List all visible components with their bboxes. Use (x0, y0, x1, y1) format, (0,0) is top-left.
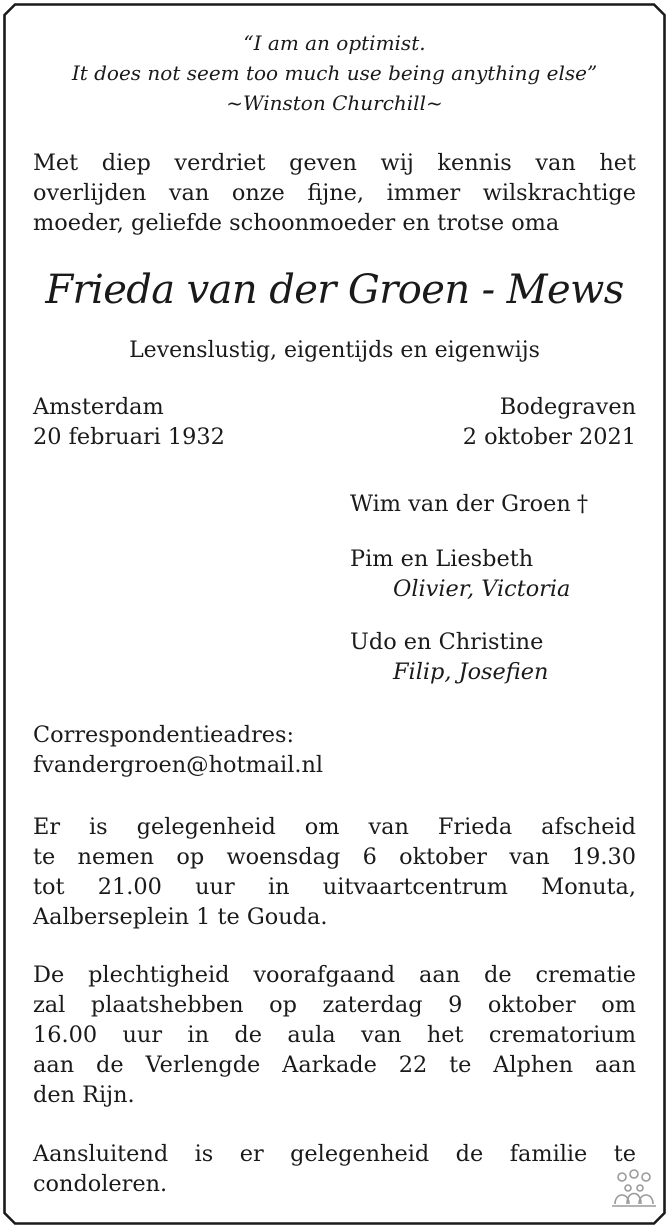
farewell-line: Er is gelegenheid om van Frieda afscheid (33, 814, 636, 840)
announcement-intro (33, 148, 636, 238)
family-people-icon (610, 1168, 658, 1208)
correspondence-address (33, 720, 636, 780)
quote-author: ~Winston Churchill~ (226, 91, 443, 115)
opening-quote (33, 28, 636, 118)
ceremony-line: zal plaatshebben op zaterdag 9 oktober om (33, 992, 636, 1018)
birth-date: 20 februari 1932 (33, 424, 225, 450)
family-child-1 (350, 544, 650, 604)
farewell-line: te nemen op woensdag 6 oktober van 19.30 (33, 844, 636, 870)
birth-place: Amsterdam (33, 394, 164, 420)
ceremony-line: De plechtigheid voorafgaand aan de crematie (33, 962, 636, 988)
correspondence-email: fvandergroen@hotmail.nl (33, 752, 324, 778)
quote-line-2: It does not seem too much use being anything else” (71, 61, 598, 85)
intro-line: moeder, geliefde schoonmoeder en trotse oma (33, 210, 560, 236)
grandchildren-names: Filip, Josefien (393, 659, 549, 685)
intro-line: overlijden van onze fijne, immer wilskrachtige (33, 180, 636, 206)
grandchildren-names: Olivier, Victoria (393, 576, 571, 602)
cross-icon: † (576, 491, 589, 517)
condolence-line: Aansluitend is er gelegenheid de familie te (33, 1141, 636, 1167)
death-info (33, 392, 636, 452)
ceremony-paragraph (33, 960, 636, 1110)
death-place: Bodegraven (499, 394, 636, 420)
child-names: Pim en Liesbeth (350, 546, 534, 572)
ceremony-line: den Rijn. (33, 1082, 135, 1108)
family-child-2 (350, 627, 650, 687)
death-date: 2 oktober 2021 (462, 424, 636, 450)
farewell-line: tot 21.00 uur in uitvaartcentrum Monuta, (33, 874, 636, 900)
deceased-motto: Levenslustig, eigentijds en eigenwijs (129, 338, 540, 363)
ceremony-line: aan de Verlengde Aarkade 22 te Alphen aan (33, 1052, 636, 1078)
family-spouse (350, 489, 650, 519)
intro-line: Met diep verdriet geven wij kennis van het (33, 150, 636, 176)
quote-line-1: “I am an optimist. (243, 31, 426, 55)
condolence-line: condoleren. (33, 1171, 168, 1197)
farewell-paragraph (33, 812, 636, 932)
ceremony-line: 16.00 uur in de aula van het crematorium (33, 1022, 636, 1048)
farewell-line: Aalberseplein 1 te Gouda. (33, 904, 328, 930)
condolence-paragraph (33, 1139, 636, 1199)
spouse-name: Wim van der Groen (350, 491, 571, 517)
deceased-name: Frieda van der Groen - Mews (45, 267, 624, 313)
correspondence-label: Correspondentieadres: (33, 722, 295, 748)
child-names: Udo en Christine (350, 629, 544, 655)
